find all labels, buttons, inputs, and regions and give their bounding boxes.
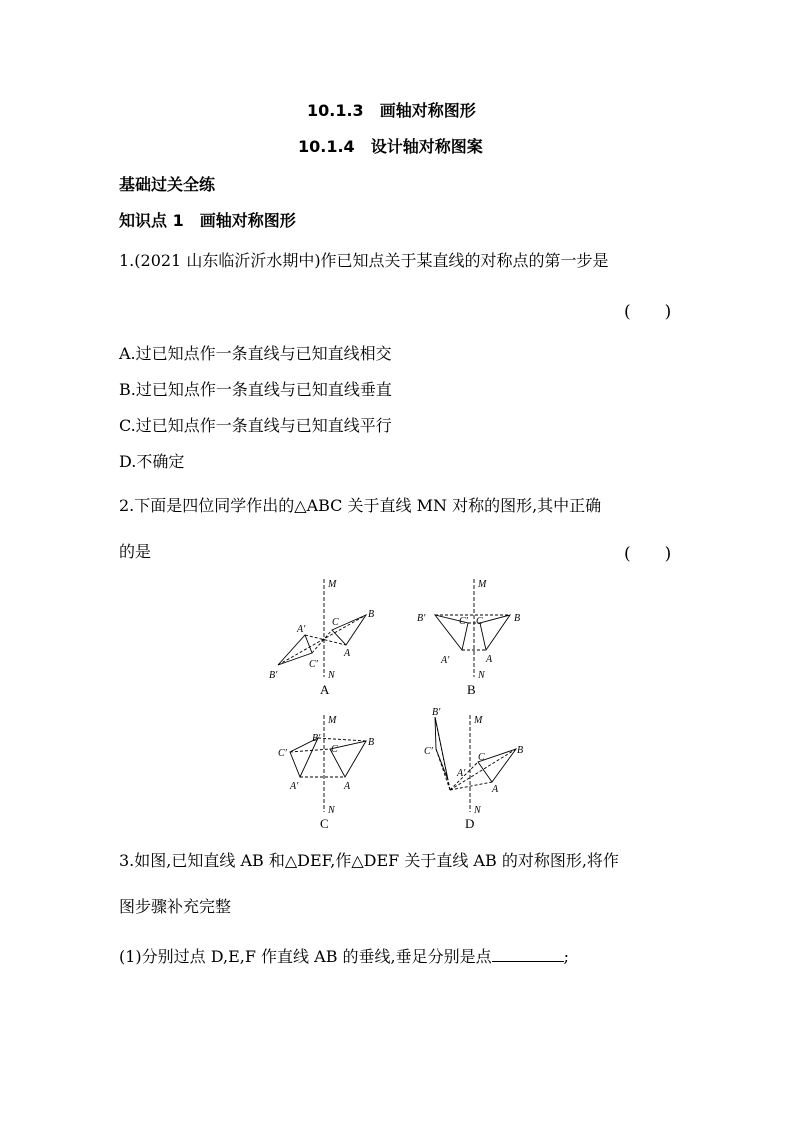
fig-d-label-a: A xyxy=(492,784,499,795)
fig-c-label-a1: A′ xyxy=(290,781,299,792)
fig-c-label-n: N xyxy=(328,805,335,816)
fig-b-label-b1: B′ xyxy=(417,613,426,624)
fig-b-label-a: A xyxy=(486,654,493,665)
fig-b-label-m: M xyxy=(478,579,487,590)
fig-b-label-n: N xyxy=(478,670,485,681)
fig-c-label-b1: B′ xyxy=(312,733,321,744)
fig-c-caption: C xyxy=(320,816,329,831)
question-1-option-d: D.不确定 xyxy=(119,452,185,471)
fig-d-label-n: N xyxy=(474,805,481,816)
question-2-stem-continued: 的是 xyxy=(119,542,152,561)
question-3-stem: 3.如图,已知直线 AB 和△DEF,作△DEF 关于直线 AB 的对称图形,将作 xyxy=(119,851,619,870)
fig-b-label-c1: C′ xyxy=(459,616,468,627)
question-3-step-1 xyxy=(119,944,569,967)
fig-b-label-a1: A′ xyxy=(441,655,450,666)
fig-c-label-c1: C′ xyxy=(278,748,287,759)
question-1-option-a: A.过已知点作一条直线与已知直线相交 xyxy=(119,344,392,363)
question-1-option-c: C.过已知点作一条直线与已知直线平行 xyxy=(119,416,392,435)
title-line-1: 10.1.3 画轴对称图形 xyxy=(307,101,476,120)
question-1-option-b: B.过已知点作一条直线与已知直线垂直 xyxy=(119,380,392,399)
fig-d-label-c: C xyxy=(478,752,485,763)
fig-a-label-b: B xyxy=(368,609,375,620)
fig-a-label-a: A xyxy=(344,648,351,659)
answer-blank[interactable] xyxy=(492,947,564,962)
fig-a-label-c1: C′ xyxy=(309,659,318,670)
fig-a-label-m: M xyxy=(328,579,337,590)
fig-c-label-a: A xyxy=(344,781,351,792)
fig-b-label-b: B xyxy=(514,613,521,624)
question-2-stem: 2.下面是四位同学作出的△ABC 关于直线 MN 对称的图形,其中正确 xyxy=(119,496,602,515)
question-3-stem-continued: 图步骤补充完整 xyxy=(119,897,232,916)
section-heading: 基础过关全练 xyxy=(119,175,216,194)
question-1-stem: 1.(2021 山东临沂沂水期中)作已知点关于某直线的对称点的第一步是 xyxy=(119,251,609,270)
fig-a-label-c: C xyxy=(332,617,339,628)
question-2-figure xyxy=(260,577,560,832)
fig-a-caption: A xyxy=(320,682,330,697)
fig-d-label-b: B xyxy=(517,745,524,756)
question-3-step-1-suffix: ; xyxy=(563,947,570,966)
fig-a-label-b1: B′ xyxy=(269,670,278,681)
fig-a-label-a1: A′ xyxy=(297,624,306,635)
fig-c-label-b: B xyxy=(368,737,375,748)
fig-c-label-m: M xyxy=(328,715,337,726)
fig-d-label-m: M xyxy=(474,715,483,726)
fig-b-caption: B xyxy=(467,682,476,697)
fig-d-label-c1: C′ xyxy=(424,746,433,757)
fig-d-label-a1: A′ xyxy=(457,768,466,779)
knowledge-point-heading: 知识点 1 画轴对称图形 xyxy=(119,211,296,230)
question-2-answer-paren: ( ) xyxy=(624,544,672,564)
question-1-answer-paren: ( ) xyxy=(624,302,672,322)
fig-c-label-c: C xyxy=(331,744,338,755)
fig-a-label-n: N xyxy=(328,670,335,681)
fig-b-label-c: C xyxy=(476,616,483,627)
fig-d-caption: D xyxy=(465,816,475,831)
fig-d-label-b1: B′ xyxy=(432,707,441,718)
question-3-step-1-text: (1)分别过点 D,E,F 作直线 AB 的垂线,垂足分别是点 xyxy=(119,947,492,966)
title-line-2: 10.1.4 设计轴对称图案 xyxy=(298,137,483,156)
